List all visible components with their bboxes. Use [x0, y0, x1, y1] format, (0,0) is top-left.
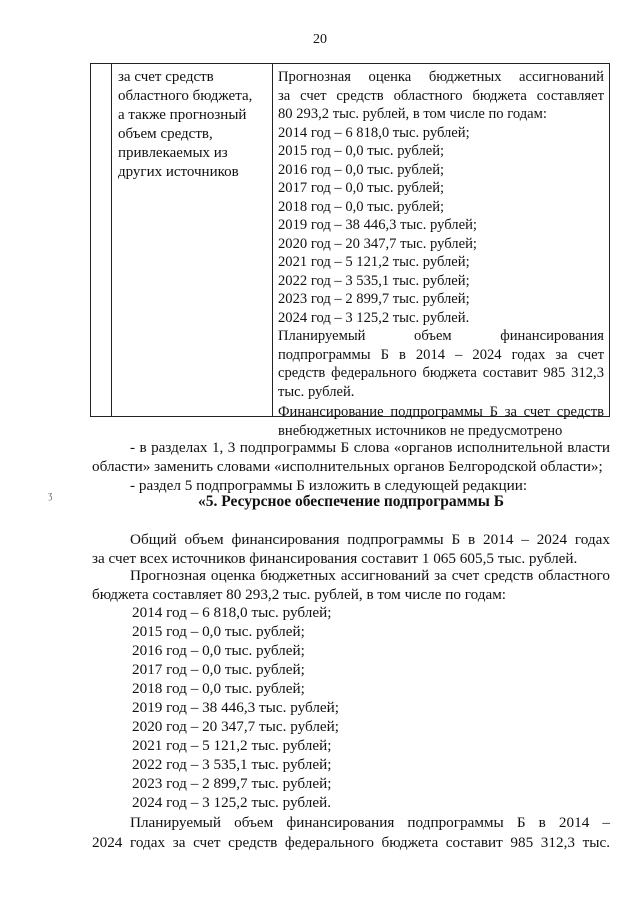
right-line: 2024 год – 3 125,2 тыс. рублей. — [278, 309, 470, 326]
right-line: 2021 год – 5 121,2 тыс. рублей; — [278, 254, 470, 270]
year-line: 2018 год – 0,0 тыс. рублей; — [132, 680, 305, 697]
text-line: бюджета составляет 80 293,2 тыс. рублей, в том числе по годам: — [92, 586, 507, 603]
margin-mark: ӡ — [48, 490, 53, 501]
left-line: за счет средств — [118, 69, 214, 85]
year-line: 2021 год – 5 121,2 тыс. рублей; — [132, 737, 332, 754]
text-line: - в разделах 1, 3 подпрограммы Б слова «органов исполнительной власти — [130, 439, 610, 456]
year-line: 2022 год – 3 535,1 тыс. рублей; — [132, 756, 332, 773]
right-line: 2016 год – 0,0 тыс. рублей; — [278, 161, 445, 178]
table-divider — [272, 64, 273, 416]
right-line: 2014 год – 6 818,0 тыс. рублей; — [278, 124, 470, 141]
text-line: за счет всех источников финансирования составит 1 065 605,5 тыс. рублей. — [92, 550, 578, 567]
funding-table — [90, 63, 610, 439]
right-line: 2019 год – 38 446,3 тыс. рублей; — [278, 217, 477, 233]
right-line: тыс. рублей. — [278, 383, 355, 400]
paragraph-total — [92, 530, 610, 550]
text-line: Прогнозная оценка бюджетных ассигнований за счет средств областного — [130, 567, 610, 584]
right-line: подпрограммы Б в 2014 – 2024 годах за счет — [278, 346, 604, 363]
table-right-cell — [278, 68, 604, 440]
page-number: 20 — [313, 32, 327, 47]
year-line: 2019 год – 38 446,3 тыс. рублей; — [132, 699, 340, 716]
text-line: 2024 годах за счет средств федерального бюджета составит 985 312,3 тыс. — [92, 834, 610, 851]
text-line: - раздел 5 подпрограммы Б изложить в следующей редакции: — [130, 477, 528, 494]
text-line: области» заменить словами «исполнительных органов Белгородской области»; — [92, 458, 603, 475]
left-line: областного бюджета, — [118, 88, 253, 104]
right-line: 2015 год – 0,0 тыс. рублей; — [278, 143, 445, 159]
section-title: «5. Ресурсное обеспечение подпрограммы Б — [198, 493, 504, 510]
right-line: 2020 год – 20 347,7 тыс. рублей; — [278, 235, 477, 252]
year-line: 2024 год – 3 125,2 тыс. рублей. — [132, 794, 332, 811]
left-line: привлекаемых из — [118, 145, 228, 161]
right-line: 2022 год – 3 535,1 тыс. рублей; — [278, 272, 470, 289]
paragraph-federal — [92, 813, 610, 833]
table-divider — [111, 64, 112, 416]
amendment-paragraph — [92, 438, 610, 458]
right-line: Планируемый объем финансирования — [278, 328, 604, 344]
right-line: за счет средств областного бюджета составляет — [278, 87, 604, 104]
right-line: Финансирование подпрограммы Б за счет средств — [278, 404, 604, 420]
left-line: объем средств, — [118, 126, 213, 142]
text-line: Общий объем финансирования подпрограммы Б в 2014 – 2024 годах — [130, 531, 610, 548]
right-line: внебюджетных источников не предусмотрено — [278, 422, 563, 439]
text-line: Планируемый объем финансирования подпрограммы Б в 2014 – — [130, 814, 610, 831]
right-line: средств федерального бюджета составит 985 312,3 — [278, 365, 604, 381]
right-line: 80 293,2 тыс. рублей, в том числе по годам: — [278, 106, 547, 122]
year-line: 2015 год – 0,0 тыс. рублей; — [132, 623, 305, 640]
table-left-cell — [118, 68, 268, 182]
year-line: 2016 год – 0,0 тыс. рублей; — [132, 642, 305, 659]
right-line: 2018 год – 0,0 тыс. рублей; — [278, 198, 445, 215]
left-line: а также прогнозный — [118, 107, 247, 123]
paragraph-regional — [92, 566, 610, 586]
right-line: Прогнозная оценка бюджетных ассигнований — [278, 69, 604, 85]
amendment-paragraph-cont — [92, 457, 610, 477]
year-line: 2023 год – 2 899,7 тыс. рублей; — [132, 775, 332, 792]
right-line: 2023 год – 2 899,7 тыс. рублей; — [278, 291, 470, 307]
year-line: 2017 год – 0,0 тыс. рублей; — [132, 661, 305, 678]
left-line: других источников — [118, 164, 239, 180]
year-line: 2014 год – 6 818,0 тыс. рублей; — [132, 604, 332, 621]
paragraph-regional-cont — [92, 585, 610, 605]
right-line: 2017 год – 0,0 тыс. рублей; — [278, 180, 445, 196]
paragraph-federal-cont — [92, 833, 610, 853]
year-line: 2020 год – 20 347,7 тыс. рублей; — [132, 718, 340, 735]
